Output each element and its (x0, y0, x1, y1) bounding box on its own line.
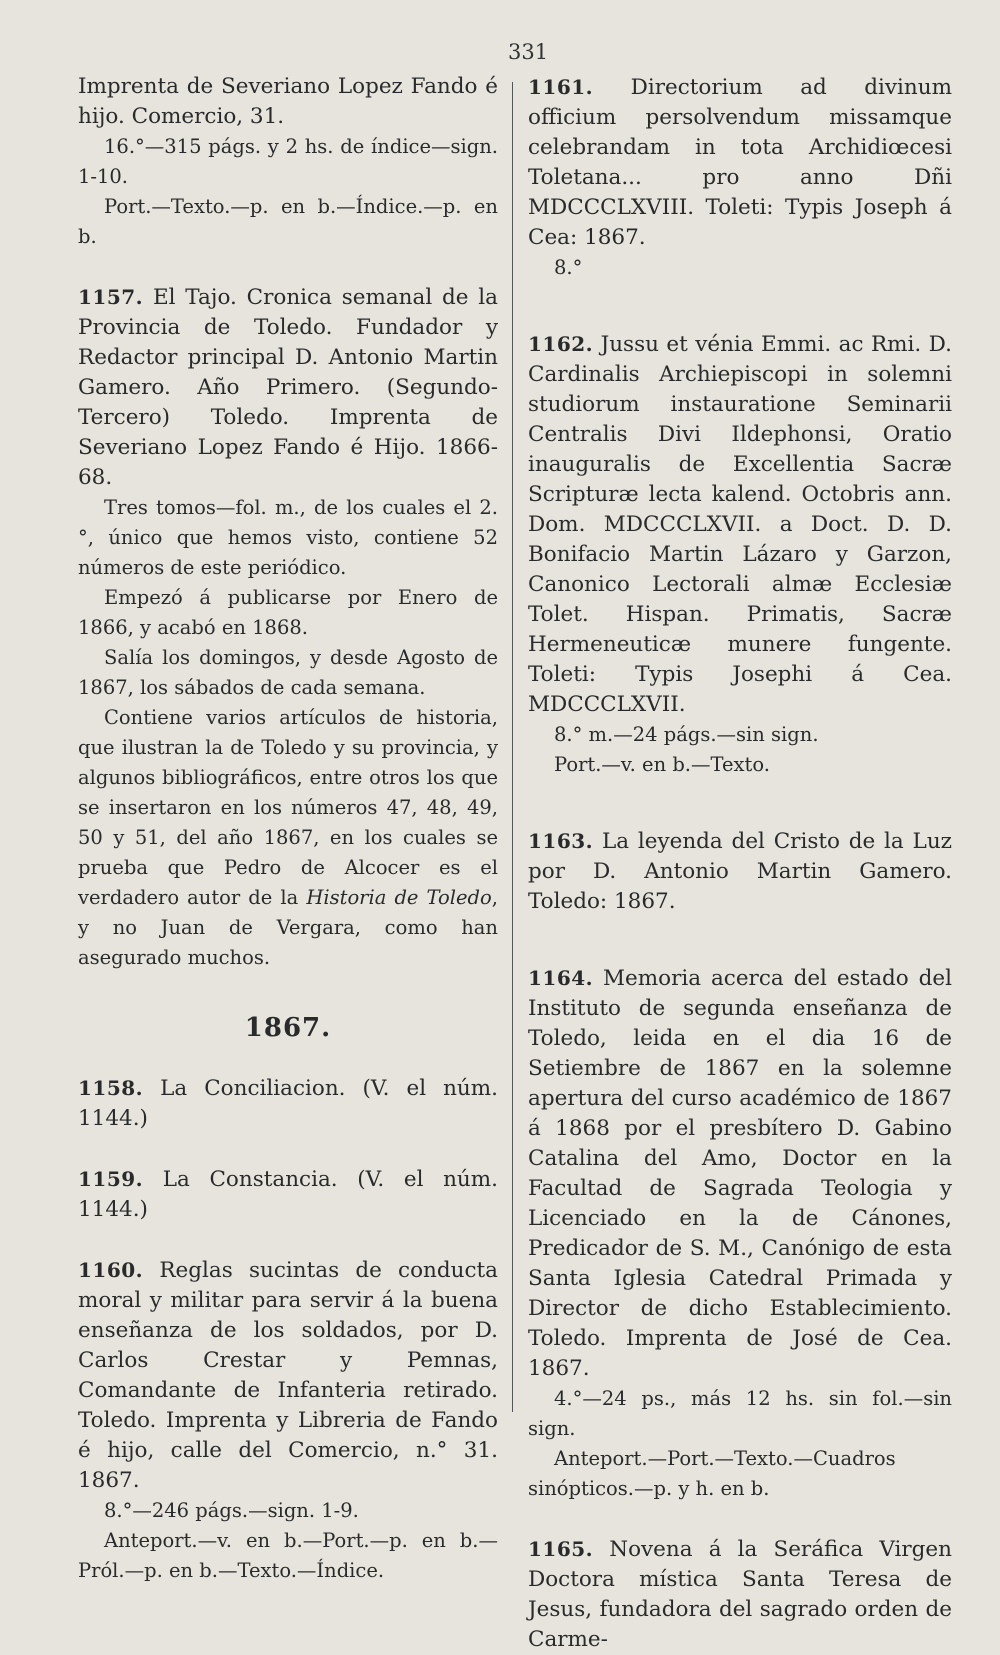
entry-number: 1158. (78, 1076, 144, 1100)
entry-text: La leyenda del Cristo de la Luz por D. Antonio Martin Gamero. Toledo: 1867. (528, 829, 952, 914)
continuation-body: Imprenta de Severiano Lopez Fando é hijo. Comercio, 31. (78, 74, 498, 129)
continuation-note: Port.—Texto.—p. en b.—Índice.—p. en b. (78, 195, 498, 248)
entry-number: 1163. (528, 829, 594, 853)
entry-text: Directorium ad divinum officium persolvendum missamque celebrandam in tota Archidiœcesi Toletana... pro anno Dñi MDCCCLXVIII. Toleti: Typis Joseph á Cea: 1867. (528, 75, 952, 250)
entry-number: 1162. (528, 332, 594, 356)
entry-note (78, 703, 498, 973)
entry-text: La Constancia. (V. el núm. 1144.) (78, 1167, 498, 1222)
entry-note: Salía los domingos, y desde Agosto de 1867, los sábados de cada semana. (78, 646, 498, 699)
entry-text: Jussu et vénia Emmi. ac Rmi. D. Cardinalis Archiepiscopi in solemni studiorum instauratione Seminarii Centralis Divi Ildephonsi, Oratio inauguralis de Excellentia Sacræ Scripturæ lecta kalend. Octobris ann. Dom. MDCCCLXVII. a Doct. D. D. Bonifacio Martin Lázaro y Garzon, Canonico Lectorali almæ Ecclesiæ Tolet. Hispan. Primatis, Sacræ Hermeneuticæ munere fungente. Toleti: Typis Josephi á Cea. MDCCCLXVII. (528, 332, 952, 717)
year-heading: 1867. (244, 1013, 332, 1043)
entry-1162 (528, 329, 952, 780)
continuation-note: 16.°—315 págs. y 2 hs. de índice—sign. 1-10. (78, 135, 498, 188)
entry-note: Anteport.—v. en b.—Port.—p. en b.—Pról.—p. en b.—Texto.—Índice. (78, 1529, 498, 1582)
entry-note: 8.°—246 págs.—sign. 1-9. (104, 1499, 359, 1522)
entry-note: 4.°—24 ps., más 12 hs. sin fol.—sin sign. (528, 1387, 952, 1440)
entry-note: Anteport.—Port.—Texto.—Cuadros sinópticos.—p. y h. en b. (528, 1447, 896, 1500)
entry-number: 1157. (78, 285, 144, 309)
entry-note: Port.—v. en b.—Texto. (554, 753, 770, 776)
column-divider (512, 82, 513, 1412)
right-column (528, 72, 952, 1655)
entry-text: La Conciliacion. (V. el núm. 1144.) (78, 1076, 498, 1131)
entry-1159 (78, 1164, 498, 1225)
entry-number: 1159. (78, 1167, 144, 1191)
entry-note: Tres tomos—fol. m., de los cuales el 2.°, único que hemos visto, contiene 52 números de este periódico. (78, 496, 498, 579)
page-number: 331 (508, 40, 549, 64)
entry-note-text: , y no Juan de Vergara, como han asegurado muchos. (78, 886, 498, 969)
entry-text: Novena á la Seráfica Virgen Doctora mística Santa Teresa de Jesus, fundadora del sagrado orden de Carme- (528, 1537, 952, 1652)
entry-1160 (78, 1255, 498, 1586)
left-column (78, 72, 498, 1586)
entry-note-text: Contiene varios artículos de historia, que ilustran la de Toledo y su provincia, y algunos bibliográficos, entre otros los que se insertaron en los números 47, 48, 49, 50 y 51, del año 1867, en los cuales se prueba que Pedro de Alcocer es el verdadero autor de la (78, 706, 498, 909)
entry-text: El Tajo. Cronica semanal de la Provincia de Toledo. Fundador y Redactor principal D. Antonio Martin Gamero. Año Primero. (Segundo-Tercero) Toledo. Imprenta de Severiano Lopez Fando é Hijo. 1866-68. (78, 285, 498, 490)
entry-text: Memoria acerca del estado del Instituto de segunda enseñanza de Toledo, leida en el dia 16 de Setiembre de 1867 en la solemne apertura del curso académico de 1867 á 1868 por el presbítero D. Gabino Catalina del Amo, Doctor en la Facultad de Sagrada Teologia y Licenciado en la de Cánones, Predicador de S. M., Canónigo de esta Santa Iglesia Catedral Primada y Director de dicho Establecimiento. Toledo. Imprenta de José de Cea. 1867. (528, 966, 952, 1381)
entry-number: 1160. (78, 1258, 144, 1282)
entry-1158 (78, 1073, 498, 1134)
entry-number: 1164. (528, 966, 594, 990)
entry-1165 (528, 1534, 952, 1655)
entry-1161 (528, 72, 952, 283)
entry-note: 8.° (554, 256, 583, 279)
entry-note: 8.° m.—24 págs.—sin sign. (554, 723, 819, 746)
entry-1164 (528, 963, 952, 1504)
entry-1157 (78, 282, 498, 973)
entry-note: Empezó á publicarse por Enero de 1866, y acabó en 1868. (78, 586, 498, 639)
entry-body (78, 282, 498, 493)
italic-title: Historia de Toledo (306, 886, 492, 909)
entry-text: Reglas sucintas de conducta moral y militar para servir á la buena enseñanza de los soldados, por D. Carlos Crestar y Pemnas, Comandante de Infanteria retirado. Toledo. Imprenta y Libreria de Fando é hijo, calle del Comercio, n.° 31. 1867. (78, 1258, 498, 1493)
entry-1163 (528, 826, 952, 917)
entry-number: 1161. (528, 75, 594, 99)
entry-number: 1165. (528, 1537, 594, 1561)
